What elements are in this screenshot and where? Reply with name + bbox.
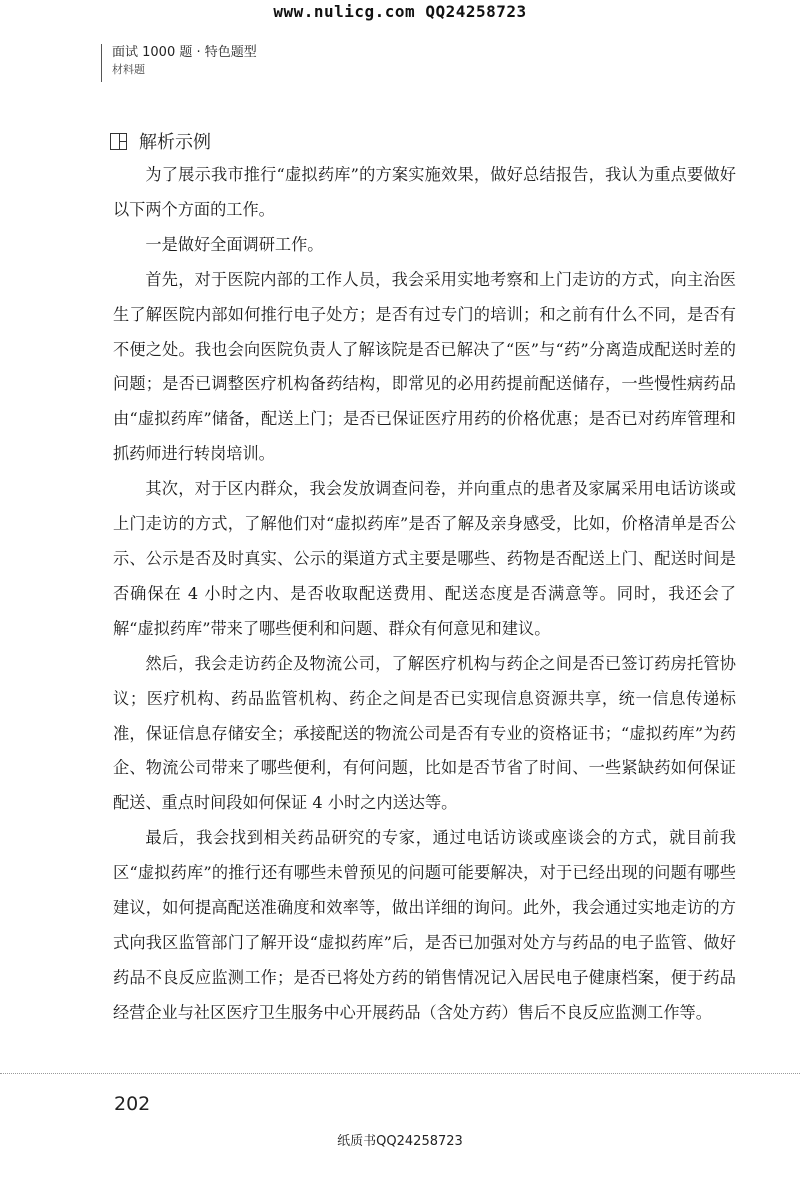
top-watermark: www.nulicg.com QQ24258723: [273, 2, 527, 21]
paragraph-point-one: 一是做好全面调研工作。: [145, 234, 324, 254]
paragraph-second: 其次，对于区内群众，我会发放调查问卷，并向重点的患者及家属采用电话访谈或上门走访的方式，了解他们对“虚拟药库”是否了解及亲身感受，比如，价格清单是否公示、公示是否及时真实、公示的渠道方式主要是哪些、药物是否配送上门、配送时间是否确保在 4 小时之内、是否收取配送费用、配送态度是否满意等。同时，我还会了解“虚拟药库”带来了哪些便利和问题、群众有何意见和建议。: [113, 479, 736, 638]
section-heading: [110, 128, 211, 154]
section-heading-label: 解析示例: [139, 132, 211, 153]
article-body: [113, 158, 736, 1031]
paragraph-third: 然后，我会走访药企及物流公司，了解医疗机构与药企之间是否已签订药房托管协议；医疗机构、药品监管机构、药企之间是否已实现信息资源共享，统一信息传递标准，保证信息存储安全；承接配送的物流公司是否有专业的资格证书；“虚拟药库”为药企、物流公司带来了哪些便利，有何问题，比如是否节省了时间、一些紧缺药如何保证配送、重点时间段如何保证 4 小时之内送达等。: [113, 653, 736, 813]
paragraph-first: 首先，对于医院内部的工作人员，我会采用实地考察和上门走访的方式，向主治医生了解医院内部如何推行电子处方；是否有过专门的培训；和之前有什么不同，是否有不便之处。我也会向医院负责人了解该院是否已解决了“医”与“药”分离造成配送时差的问题；是否已调整医疗机构备药结构，即常见的必用药提前配送储存，一些慢性病药品由“虚拟药库”储备，配送上门；是否已保证医疗用药的价格优惠；是否已对药库管理和抓药师进行转岗培训。: [113, 269, 736, 464]
running-header: [101, 44, 257, 82]
grid-square-icon: [110, 133, 127, 150]
paragraph-intro: 为了展示我市推行“虚拟药库”的方案实施效果，做好总结报告，我认为重点要做好以下两个方面的工作。: [113, 165, 736, 219]
footer-divider: [0, 1073, 800, 1075]
bottom-watermark: 纸质书QQ24258723: [337, 1134, 463, 1149]
book-title: 面试 1000 题 · 特色题型: [112, 45, 257, 60]
section-subtitle: 材料题: [112, 63, 145, 76]
page-number: 202: [114, 1093, 151, 1115]
paragraph-last: 最后，我会找到相关药品研究的专家，通过电话访谈或座谈会的方式，就目前我区“虚拟药库”的推行还有哪些未曾预见的问题可能要解决，对于已经出现的问题有哪些建议，如何提高配送准确度和效率等，做出详细的询问。此外，我会通过实地走访的方式向我区监管部门了解开设“虚拟药库”后，是否已加强对处方与药品的电子监管、做好药品不良反应监测工作；是否已将处方药的销售情况记入居民电子健康档案，便于药品经营企业与社区医疗卫生服务中心开展药品（含处方药）售后不良反应监测工作等。: [113, 828, 736, 1022]
